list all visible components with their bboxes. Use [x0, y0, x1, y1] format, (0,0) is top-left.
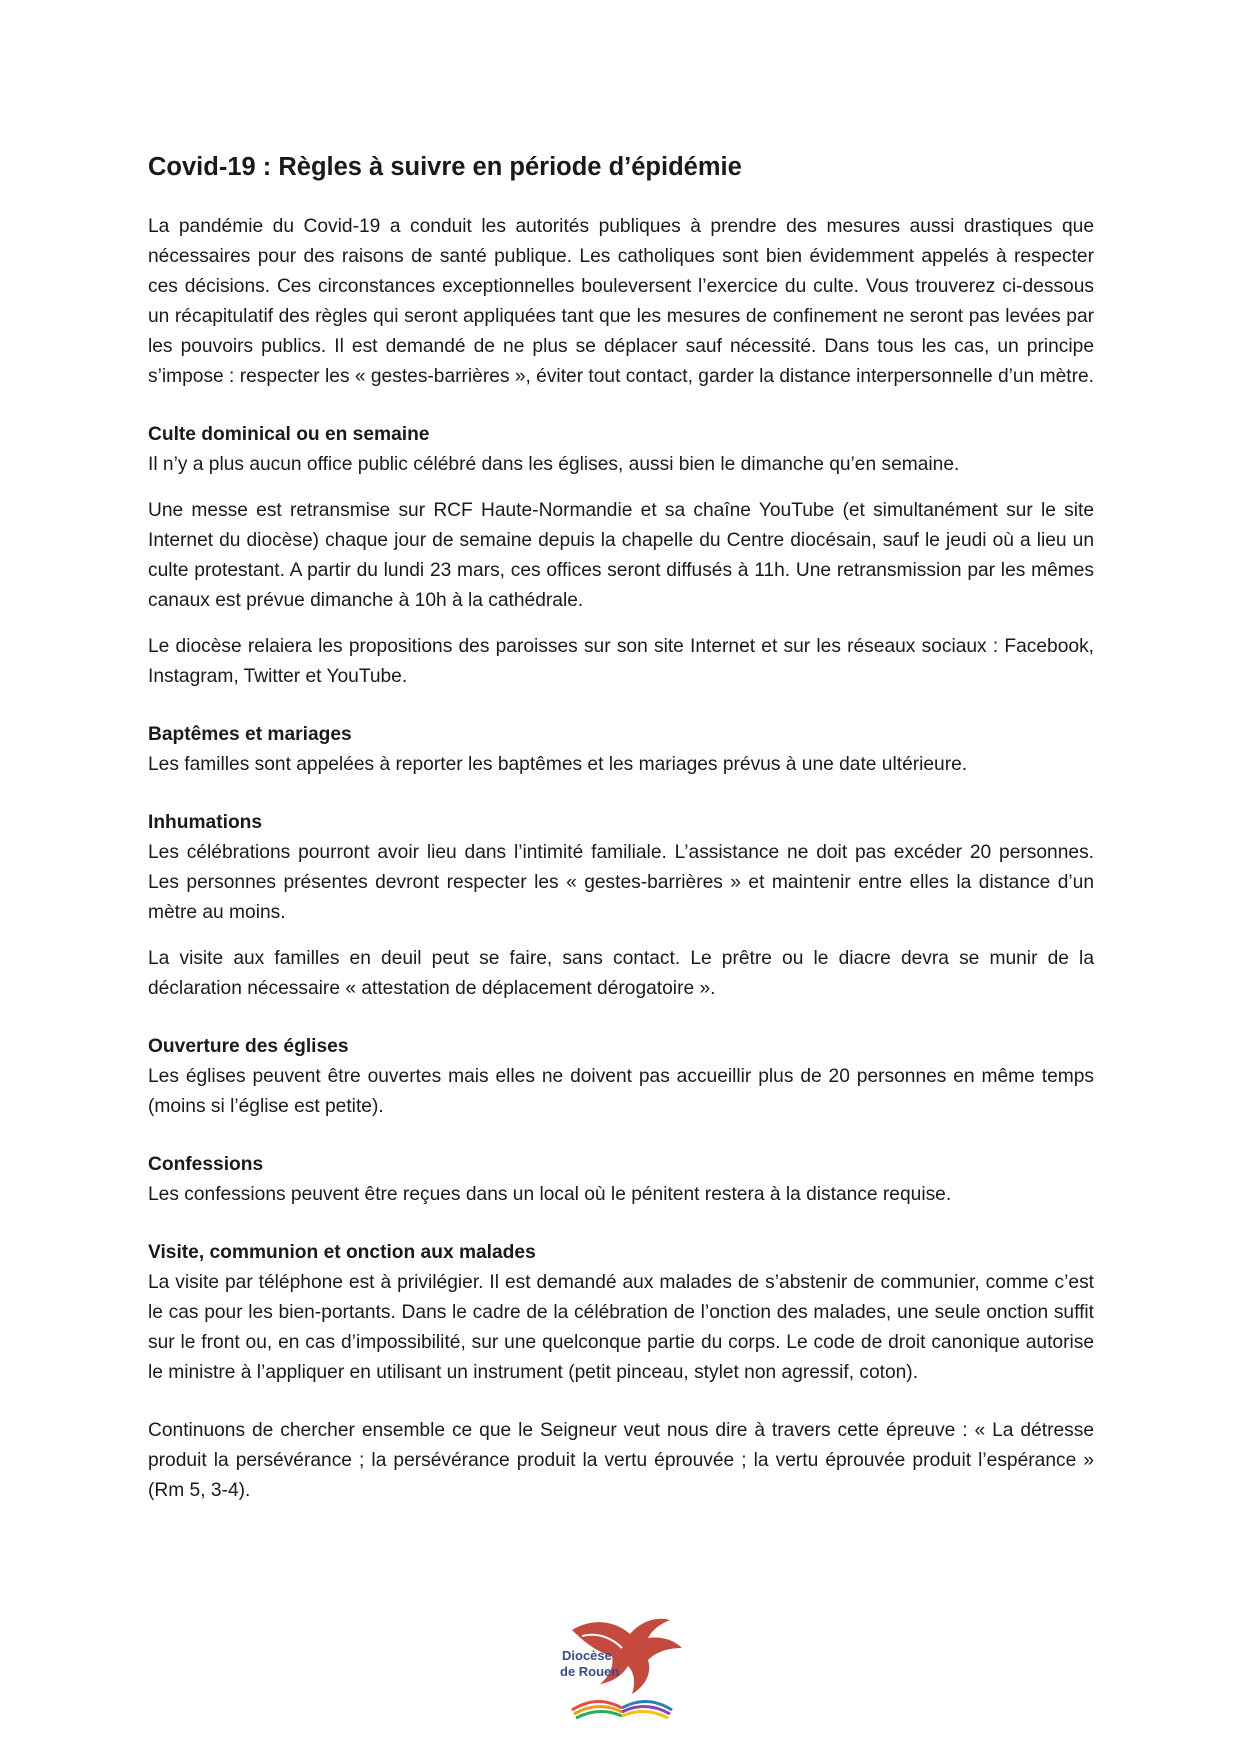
section-paragraph: Il n’y a plus aucun office public célébré dans les églises, aussi bien le dimanche qu’en semaine. [148, 454, 960, 475]
section-heading-baptemes: Baptêmes et mariages [148, 724, 352, 745]
section-paragraph: Les confessions peuvent être reçues dans un local où le pénitent restera à la distance requise. [148, 1184, 952, 1205]
closing-paragraph: Continuons de chercher ensemble ce que le Seigneur veut nous dire à travers cette épreuve : « La détresse produit la persévérance ; la persévérance produit la vertu éprouvée ; la vertu éprouvée produit l’espérance » (Rm 5, 3-4). [148, 1420, 1094, 1501]
logo-text-line2: de Rouen [560, 1664, 620, 1679]
section-heading-confessions: Confessions [148, 1154, 264, 1175]
section-paragraph: La visite aux familles en deuil peut se faire, sans contact. Le prêtre ou le diacre devra se munir de la déclaration nécessaire « attestation de déplacement dérogatoire ». [148, 948, 1094, 999]
section-heading-culte: Culte dominical ou en semaine [148, 424, 430, 445]
document-title: Covid-19 : Règles à suivre en période d’épidémie [148, 153, 742, 181]
section-paragraph: Le diocèse relaiera les propositions des paroisses sur son site Internet et sur les réseaux sociaux : Facebook, Instagram, Twitter et YouTube. [148, 636, 1094, 687]
section-heading-inhumations: Inhumations [148, 812, 263, 833]
section-paragraph: Les églises peuvent être ouvertes mais elles ne doivent pas accueillir plus de 20 personnes en même temps (moins si l’église est petite). [148, 1066, 1094, 1117]
diocese-logo-graphic [552, 1610, 692, 1720]
section-heading-malades: Visite, communion et onction aux malades [148, 1242, 536, 1263]
section-heading-ouverture: Ouverture des églises [148, 1036, 349, 1057]
intro-paragraph: La pandémie du Covid-19 a conduit les autorités publiques à prendre des mesures aussi drastiques que nécessaires pour des raisons de santé publique. Les catholiques sont bien évidemment appelés à respecter ces décisions. Ces circonstances exceptionnelles bouleversent l’exercice du culte. Vous trouverez ci-dessous un récapitulatif des règles qui seront appliquées tant que les mesures de confinement ne seront pas levées par les pouvoirs publics. Il est demandé de ne plus se déplacer sauf nécessité. Dans tous les cas, un principe s’impose : respecter les « gestes-barrières », éviter tout contact, garder la distance interpersonnelle d’un mètre. [148, 216, 1094, 387]
section-paragraph: La visite par téléphone est à privilégier. Il est demandé aux malades de s’abstenir de communier, comme c’est le cas pour les bien-portants. Dans le cadre de la célébration de l’onction des malades, une seule onction suffit sur le front ou, en cas d’impossibilité, sur une quelconque partie du corps. Le code de droit canonique autorise le ministre à l’appliquer en utilisant un instrument (petit pinceau, stylet non agressif, coton). [148, 1272, 1094, 1383]
diocese-logo [552, 1610, 692, 1720]
section-paragraph: Une messe est retransmise sur RCF Haute-Normandie et sa chaîne YouTube (et simultanément sur le site Internet du diocèse) chaque jour de semaine depuis la chapelle du Centre diocésain, sauf le jeudi où a lieu un culte protestant. A partir du lundi 23 mars, ces offices seront diffusés à 11h. Une retransmission par les mêmes canaux est prévue dimanche à 10h à la cathédrale. [148, 500, 1094, 611]
book-icon [572, 1701, 672, 1718]
section-paragraph: Les familles sont appelées à reporter les baptêmes et les mariages prévus à une date ultérieure. [148, 754, 968, 775]
logo-text-line1: Diocèse [562, 1648, 612, 1663]
section-paragraph: Les célébrations pourront avoir lieu dans l’intimité familiale. L’assistance ne doit pas excéder 20 personnes. Les personnes présentes devront respecter les « gestes-barrières » et maintenir entre elles la distance d’un mètre au moins. [148, 842, 1094, 923]
document-page [148, 150, 1094, 1506]
